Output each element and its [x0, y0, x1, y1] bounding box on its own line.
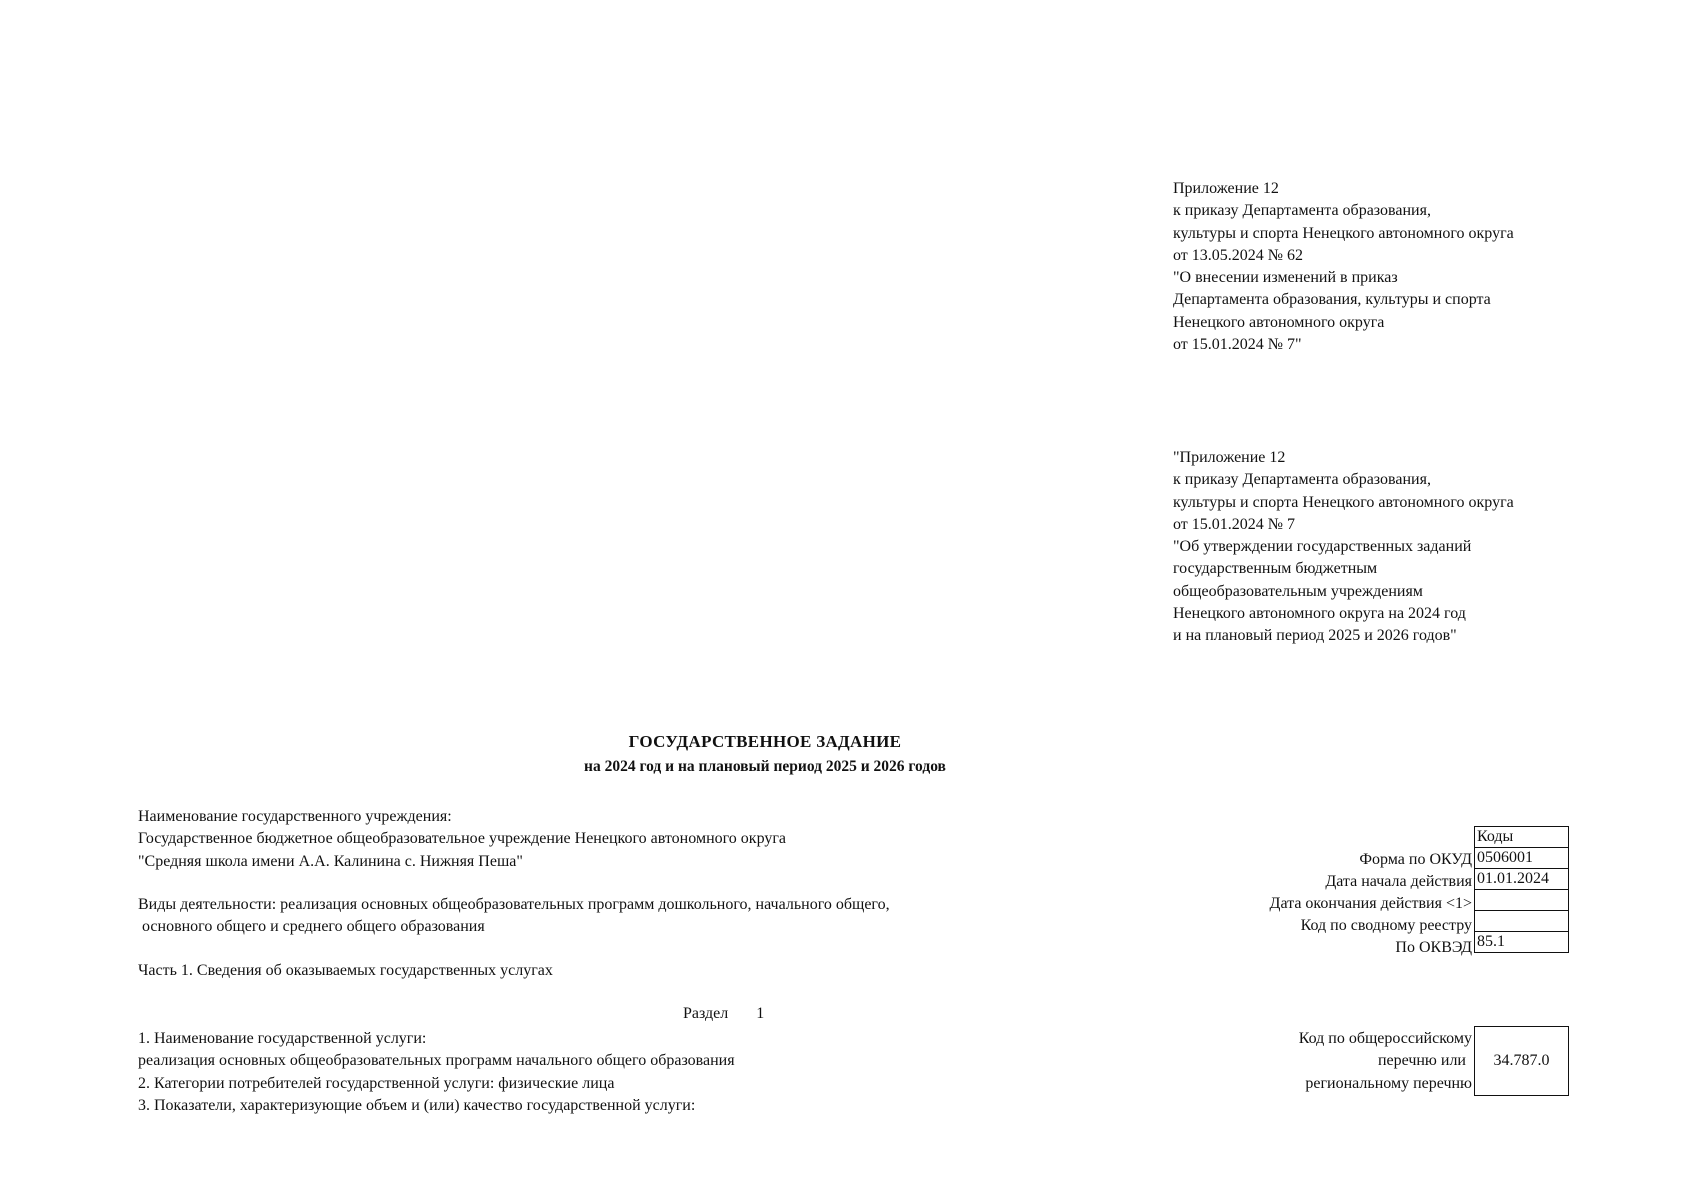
appendix-current-line: Приложение 12: [1173, 180, 1279, 197]
code-label-registry: Код по сводному реестру: [1300, 917, 1472, 934]
codes-header: Коды: [1475, 827, 1569, 848]
code-label-okud: Форма по ОКУД: [1359, 851, 1472, 868]
code-value-okved: 85.1: [1475, 932, 1569, 953]
appendix-current-line: Ненецкого автономного округа: [1173, 313, 1385, 331]
document-title: ГОСУДАРСТВЕННОЕ ЗАДАНИЕ: [628, 732, 902, 751]
okrp-code-box: [1474, 1026, 1569, 1096]
appendix-current: [1173, 178, 1514, 356]
code-label-end-date: Дата окончания действия <1>: [1269, 895, 1472, 912]
okrp-label-line: региональному перечню: [1305, 1074, 1472, 1092]
table-row: [1475, 869, 1569, 890]
code-value-end-date: [1475, 890, 1569, 911]
code-value-registry: [1475, 911, 1569, 932]
code-value-start-date: 01.01.2024: [1475, 869, 1569, 890]
activities-block: [138, 894, 890, 939]
section-number: 1: [756, 1005, 765, 1022]
service-block: [138, 1028, 735, 1117]
code-label-start-date: Дата начала действия: [1325, 873, 1472, 890]
institution-name-line: Государственное бюджетное общеобразовательное учреждение Ненецкого автономного округа: [138, 830, 787, 848]
table-row: [1475, 890, 1569, 911]
appendix-original-line: культуры и спорта Ненецкого автономного округа: [1173, 493, 1514, 511]
table-row: [1475, 932, 1569, 953]
activities-line: основного общего и среднего общего образования: [138, 918, 485, 936]
appendix-original-line: общеобразовательным учреждениям: [1173, 582, 1423, 600]
institution-name-line: "Средняя школа имени А.А. Калинина с. Нижняя Пеша": [138, 852, 523, 870]
appendix-original-line: Ненецкого автономного округа на 2024 год: [1173, 605, 1466, 623]
appendix-original: [1173, 447, 1514, 648]
section-label: [683, 1005, 764, 1023]
appendix-original-line: "Об утверждении государственных заданий: [1173, 538, 1472, 556]
appendix-original-line: государственным бюджетным: [1173, 560, 1378, 578]
okrp-labels: [1299, 1028, 1472, 1095]
appendix-current-line: от 15.01.2024 № 7": [1173, 336, 1302, 354]
okrp-label-line: перечню или: [1377, 1052, 1466, 1070]
service-line: 3. Показатели, характеризующие объем и (или) качество государственной услуги:: [138, 1096, 696, 1114]
appendix-original-line: от 15.01.2024 № 7: [1173, 515, 1296, 533]
codes-labels: [1270, 849, 1472, 959]
institution-block: [138, 806, 786, 873]
activities-line: Виды деятельности: реализация основных общеобразовательных программ дошкольного, начального общего,: [138, 896, 890, 913]
service-line: 1. Наименование государственной услуги:: [138, 1030, 427, 1047]
codes-table: [1474, 826, 1569, 953]
appendix-current-line: культуры и спорта Ненецкого автономного округа: [1173, 224, 1514, 242]
table-row: [1475, 911, 1569, 932]
part1-text: Часть 1. Сведения об оказываемых государственных услугах: [138, 962, 553, 979]
code-value-okud: 0506001: [1475, 848, 1569, 869]
codes-header-row: [1475, 827, 1569, 848]
okrp-label-line: Код по общероссийскому: [1298, 1030, 1472, 1047]
appendix-original-line: "Приложение 12: [1173, 449, 1286, 466]
document-subtitle: на 2024 год и на плановый период 2025 и 2026 годов: [584, 758, 946, 775]
service-line: 2. Категории потребителей государственной услуги: физические лица: [138, 1074, 615, 1092]
part1-heading: [138, 960, 553, 982]
appendix-current-line: к приказу Департамента образования,: [1173, 202, 1431, 220]
appendix-current-line: "О внесении изменений в приказ: [1173, 269, 1398, 287]
code-label-okved: По ОКВЭД: [1395, 939, 1472, 956]
table-row: [1475, 848, 1569, 869]
appendix-current-line: от 13.05.2024 № 62: [1173, 246, 1304, 264]
service-line: реализация основных общеобразовательных программ начального общего образования: [138, 1052, 735, 1070]
okrp-code-value: 34.787.0: [1493, 1052, 1550, 1069]
appendix-current-line: Департамента образования, культуры и спорта: [1173, 291, 1491, 309]
institution-label: Наименование государственного учреждения:: [138, 808, 452, 825]
appendix-original-line: к приказу Департамента образования,: [1173, 471, 1431, 489]
appendix-original-line: и на плановый период 2025 и 2026 годов": [1173, 627, 1457, 645]
section-label-text: Раздел: [683, 1005, 729, 1022]
